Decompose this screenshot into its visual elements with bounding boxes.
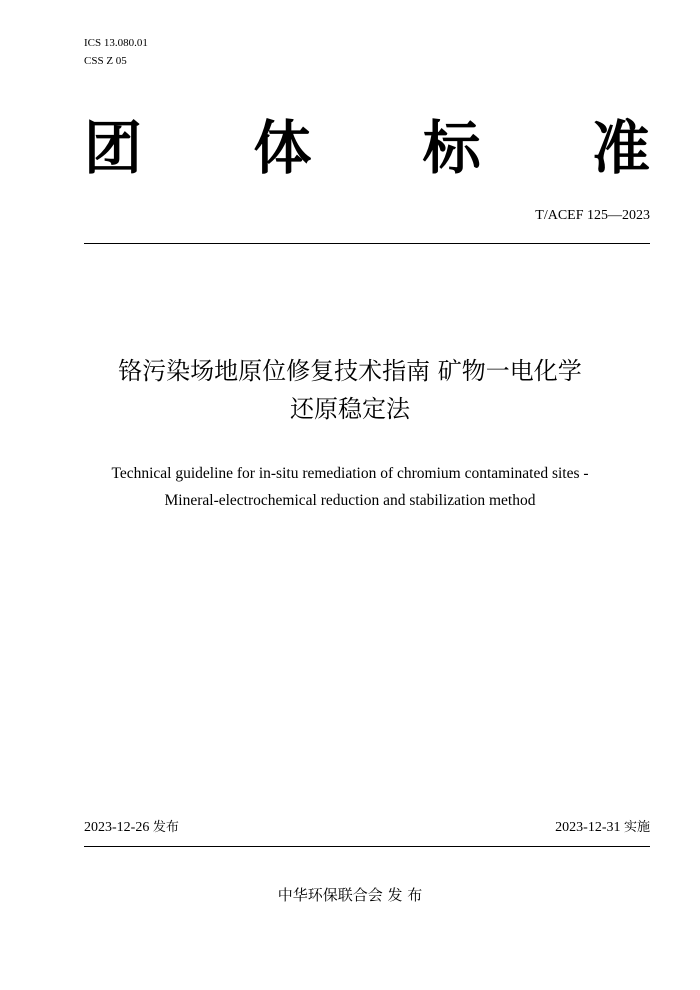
bottom-divider bbox=[84, 846, 650, 847]
english-title bbox=[60, 460, 640, 514]
publisher-action: 发 布 bbox=[387, 886, 423, 904]
publisher bbox=[60, 884, 640, 905]
chinese-title-line-2: 还原稳定法 bbox=[290, 395, 410, 423]
classification-codes bbox=[84, 34, 148, 70]
doc-type-char-2: 体 bbox=[253, 114, 312, 182]
english-title-line-1: Technical guideline for in-situ remediation of chromium contaminated sites - bbox=[111, 465, 589, 482]
implementation-date-label: 实施 bbox=[623, 820, 650, 835]
css-code: CSS Z 05 bbox=[84, 55, 127, 67]
publisher-name: 中华环保联合会 bbox=[277, 886, 383, 904]
chinese-title bbox=[60, 352, 640, 428]
top-divider bbox=[84, 243, 650, 244]
issue-date-label: 发布 bbox=[152, 820, 179, 835]
issue-date-value: 2023-12-26 bbox=[84, 820, 150, 835]
doc-type-char-3: 标 bbox=[422, 114, 481, 182]
document-type-title bbox=[84, 112, 650, 184]
english-title-line-2: Mineral-electrochemical reduction and stabilization method bbox=[164, 492, 536, 509]
ics-code: ICS 13.080.01 bbox=[84, 37, 148, 49]
standard-number: T/ACEF 125—2023 bbox=[535, 208, 650, 223]
doc-type-char-1: 团 bbox=[84, 114, 143, 182]
implementation-date-value: 2023-12-31 bbox=[555, 820, 621, 835]
implementation-date bbox=[555, 816, 650, 836]
doc-type-char-4: 准 bbox=[591, 114, 650, 182]
issue-date bbox=[84, 816, 179, 836]
chinese-title-line-1: 铬污染场地原位修复技术指南 矿物一电化学 bbox=[118, 357, 582, 385]
